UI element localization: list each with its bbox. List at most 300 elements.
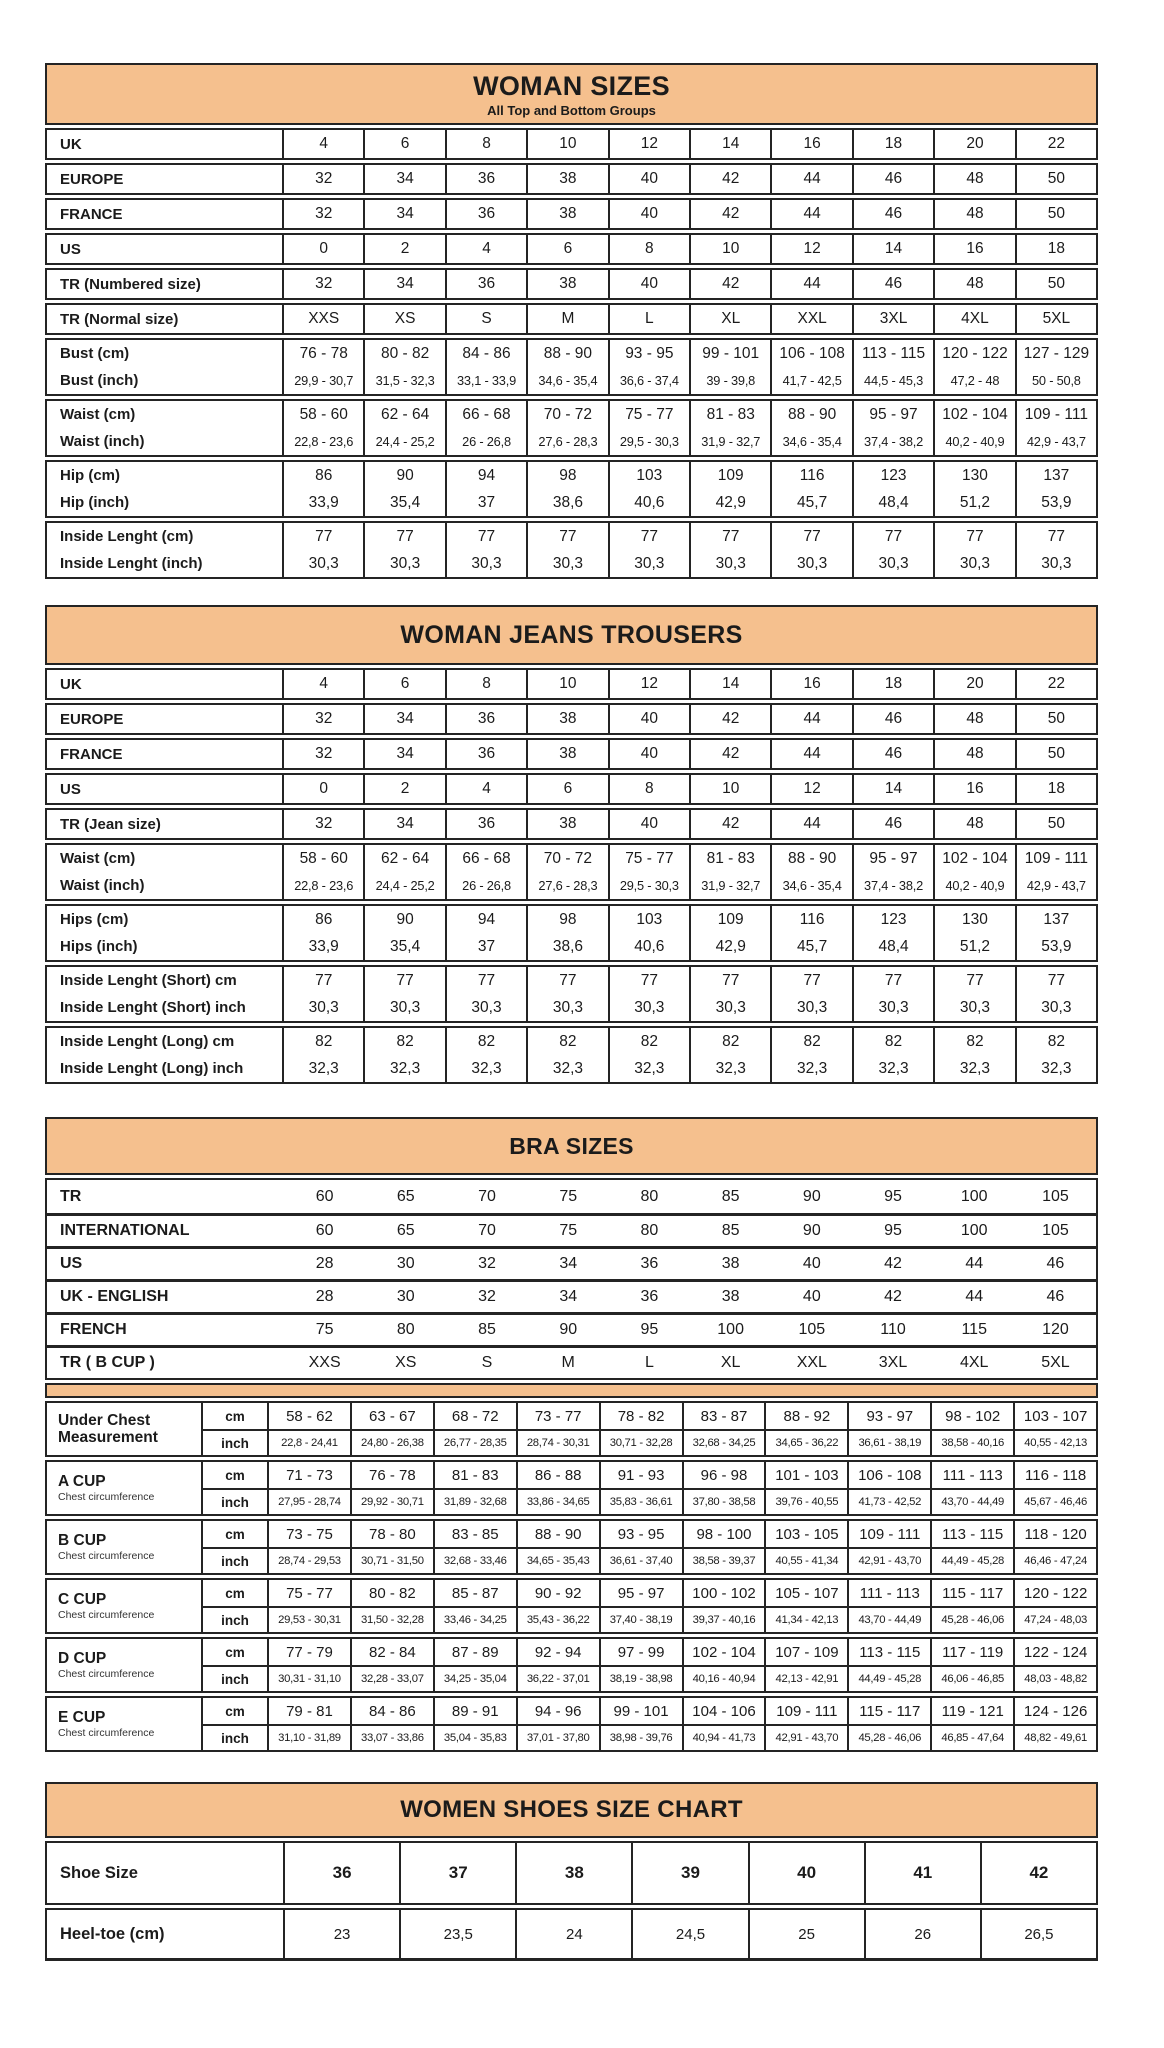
size-cell: 77: [933, 967, 1014, 994]
size-cell: 113 - 115: [847, 1639, 930, 1665]
table-row: [203, 1429, 1096, 1455]
size-cell: XXL: [770, 305, 851, 333]
size-cell: 86: [315, 910, 333, 928]
size-cell: 70 - 72: [526, 845, 607, 872]
size-cell: 107 - 109: [764, 1639, 847, 1665]
size-cell: 81 - 83: [689, 845, 770, 872]
size-cell: 46,06 - 46,85: [930, 1667, 1013, 1691]
size-cell: 78 - 82: [599, 1403, 682, 1429]
size-cell: 0: [319, 780, 329, 797]
size-cell: 90: [559, 1321, 578, 1338]
size-cell: 106 - 108: [770, 340, 851, 367]
row-label: Hip (inch): [47, 489, 284, 516]
size-cell: 31,9 - 32,7: [689, 872, 770, 899]
size-cell: 76 - 78: [350, 1462, 433, 1488]
cup-label: [47, 1639, 203, 1691]
size-cell: 39 - 39,8: [689, 367, 770, 394]
table-row: [47, 1910, 1096, 1958]
size-cell: 36: [640, 1255, 659, 1272]
size-cell: 14: [852, 775, 933, 803]
size-cell: 48: [933, 270, 1014, 298]
row-group: [45, 198, 1098, 230]
size-cell: 38: [526, 705, 607, 733]
size-cell: 30,3: [933, 994, 1014, 1021]
size-cell: 83 - 87: [682, 1403, 765, 1429]
size-cell: 40,16 - 40,94: [682, 1667, 765, 1691]
size-cell: 18: [1015, 235, 1096, 263]
table-row: [203, 1521, 1096, 1547]
table-body: [45, 668, 1098, 1084]
row-label: TR (Normal size): [47, 305, 284, 333]
size-cell: 127 - 129: [1015, 340, 1096, 367]
size-cell: 82: [933, 1028, 1014, 1055]
size-cell: 32,68 - 34,25: [682, 1431, 765, 1455]
table-row: [47, 305, 1096, 333]
size-cell: 41,7 - 42,5: [770, 367, 851, 394]
row-label: Waist (inch): [47, 872, 284, 899]
size-cell: 85: [478, 1321, 496, 1338]
bra-row: [47, 1345, 1096, 1378]
size-cell: 88 - 90: [770, 845, 851, 872]
size-cell: 58 - 62: [267, 1403, 350, 1429]
size-cell: 30,3: [689, 994, 770, 1021]
size-cell: 27,6 - 28,3: [526, 428, 607, 455]
size-cell: 44: [770, 270, 851, 298]
size-cell: 44: [770, 740, 851, 768]
size-cell: 42: [689, 810, 770, 838]
cup-body: [203, 1521, 1096, 1573]
woman-sizes-table: [45, 63, 1098, 579]
table-row: [203, 1547, 1096, 1573]
size-cell: 73 - 77: [516, 1403, 599, 1429]
size-cell: 31,9 - 32,7: [689, 428, 770, 455]
row-label: Hip (cm): [47, 462, 284, 489]
size-cell: 122 - 124: [1013, 1639, 1096, 1665]
size-cell: 75: [559, 1222, 578, 1239]
row-group: [45, 773, 1098, 805]
size-cell: 103 - 107: [1013, 1403, 1096, 1429]
table-row: [47, 1055, 1096, 1082]
size-cell: 33,07 - 33,86: [350, 1726, 433, 1750]
table-title: BRA SIZES: [509, 1132, 634, 1159]
row-label: FRENCH: [60, 1321, 127, 1338]
size-cell: 8: [445, 670, 526, 698]
row-label: Shoe Size: [47, 1843, 285, 1903]
size-cell: 27,95 - 28,74: [267, 1490, 350, 1514]
size-cell: 46,46 - 47,24: [1013, 1549, 1096, 1573]
size-cell: 25: [748, 1910, 864, 1958]
table-row: [47, 428, 1096, 455]
size-cell: 40,55 - 42,13: [1013, 1431, 1096, 1455]
size-cell: 29,53 - 30,31: [267, 1608, 350, 1632]
cup-name: C CUP: [58, 1590, 107, 1608]
size-cell: 53,9: [1015, 489, 1096, 516]
size-cell: 42: [689, 270, 770, 298]
row-label: INTERNATIONAL: [60, 1222, 190, 1239]
table-row: [47, 523, 1096, 550]
size-cell: 103 - 105: [764, 1521, 847, 1547]
cup-name: D CUP: [58, 1649, 107, 1667]
size-cell: 90: [363, 462, 444, 489]
size-cell: 80: [640, 1187, 659, 1205]
size-cell: 32: [478, 1255, 496, 1272]
size-cell: 116 - 118: [1013, 1462, 1096, 1488]
cup-name: B CUP: [58, 1531, 107, 1549]
size-cell: 30: [396, 1288, 415, 1305]
size-cell: 31,10 - 31,89: [267, 1726, 350, 1750]
size-cell: 77: [363, 523, 444, 550]
row-label: EUROPE: [47, 705, 284, 733]
size-cell: 12: [770, 775, 851, 803]
size-cell: 75: [315, 1321, 334, 1338]
size-cell: 22: [1015, 670, 1096, 698]
table-subtitle: All Top and Bottom Groups: [487, 102, 656, 118]
size-cell: 86 - 88: [516, 1462, 599, 1488]
table-row: [203, 1698, 1096, 1724]
size-cell: 3XL: [852, 305, 933, 333]
cup-group: [45, 1519, 1098, 1575]
size-cell: 4XL: [959, 1354, 989, 1371]
size-cell: 40: [802, 1255, 821, 1272]
size-cell: 77: [689, 967, 770, 994]
size-cell: 16: [770, 130, 851, 158]
table-row: [47, 270, 1096, 298]
table-header: [45, 605, 1098, 665]
size-cell: 36: [445, 705, 526, 733]
size-cell: 29,5 - 30,3: [608, 428, 689, 455]
size-cell: 32: [478, 1288, 496, 1305]
size-cell: 88 - 90: [526, 340, 607, 367]
size-cell: 32,3: [526, 1055, 607, 1082]
size-cell: 22,8 - 24,41: [267, 1431, 350, 1455]
size-cell: 30,3: [608, 994, 689, 1021]
size-cell: 80 - 82: [363, 340, 444, 367]
size-cell: 45,67 - 46,46: [1013, 1490, 1096, 1514]
size-cell: 26 - 26,8: [445, 872, 526, 899]
size-cell: 30,3: [526, 994, 607, 1021]
size-cell: 102 - 104: [933, 401, 1014, 428]
row-label: TR: [60, 1187, 82, 1205]
row-group: [45, 521, 1098, 579]
row-label: Hips (cm): [47, 906, 284, 933]
size-cell: 105: [798, 1321, 826, 1338]
table-row: [47, 810, 1096, 838]
table-row: [47, 845, 1096, 872]
size-cell: 82: [1015, 1028, 1096, 1055]
unit-label: inch: [221, 1435, 249, 1451]
size-cell: 38,19 - 38,98: [599, 1667, 682, 1691]
cup-name: A CUP: [58, 1472, 106, 1490]
size-cell: 42: [689, 740, 770, 768]
size-cell: 36,22 - 37,01: [516, 1667, 599, 1691]
row-group: [45, 1908, 1098, 1961]
size-cell: 87 - 89: [433, 1639, 516, 1665]
size-cell: 10: [689, 235, 770, 263]
size-cell: 51,2: [933, 489, 1014, 516]
size-cell: 34: [363, 165, 444, 193]
size-cell: 58 - 60: [299, 405, 348, 423]
size-cell: L: [608, 305, 689, 333]
row-label: FRANCE: [47, 740, 284, 768]
size-cell: 95 - 97: [852, 845, 933, 872]
table-header: [45, 1782, 1098, 1838]
cup-body: [203, 1639, 1096, 1691]
size-cell: 50: [1015, 270, 1096, 298]
size-cell: 48: [933, 200, 1014, 228]
size-cell: 46: [852, 810, 933, 838]
size-cell: 6: [526, 235, 607, 263]
size-cell: S: [445, 305, 526, 333]
size-cell: 77: [526, 967, 607, 994]
size-cell: 105: [1042, 1222, 1069, 1239]
size-cell: 85: [721, 1187, 740, 1205]
size-cell: 77 - 79: [267, 1639, 350, 1665]
size-cell: XS: [395, 1354, 417, 1371]
size-cell: 44: [965, 1288, 984, 1305]
table-body: [45, 1841, 1098, 1961]
size-cell: 40,55 - 41,34: [764, 1549, 847, 1573]
size-cell: 32: [315, 815, 333, 832]
row-group: [45, 460, 1098, 518]
table-row: [47, 489, 1096, 516]
size-cell: 85 - 87: [433, 1580, 516, 1606]
size-cell: 29,9 - 30,7: [294, 373, 354, 388]
size-cell: 20: [933, 670, 1014, 698]
size-cell: 77: [445, 523, 526, 550]
size-cell: 106 - 108: [847, 1462, 930, 1488]
size-cell: 38,58 - 40,16: [930, 1431, 1013, 1455]
cup-subtitle: Chest circumference: [58, 1609, 155, 1622]
size-cell: 42: [689, 165, 770, 193]
size-cell: 36: [640, 1288, 659, 1305]
woman-jeans-table: [45, 605, 1098, 1084]
row-label: Inside Lenght (Long) inch: [47, 1055, 284, 1082]
size-cell: 6: [526, 775, 607, 803]
bra-conversion-rows: [45, 1178, 1098, 1380]
size-cell: 82: [852, 1028, 933, 1055]
table-row: [47, 235, 1096, 263]
size-cell: 44: [965, 1255, 984, 1272]
size-cell: 120 - 122: [1013, 1580, 1096, 1606]
row-label: TR (Jean size): [47, 810, 284, 838]
bra-row: [47, 1246, 1096, 1279]
row-label: UK - ENGLISH: [60, 1288, 169, 1305]
row-group: [45, 128, 1098, 160]
size-cell: 82: [608, 1028, 689, 1055]
size-cell: 111 - 113: [847, 1580, 930, 1606]
size-cell: 62 - 64: [363, 401, 444, 428]
size-cell: 6: [363, 130, 444, 158]
size-cell: 109 - 111: [847, 1521, 930, 1547]
size-cell: 34: [363, 740, 444, 768]
cup-label: [47, 1462, 203, 1514]
size-cell: 37,80 - 38,58: [682, 1490, 765, 1514]
table-row: [47, 775, 1096, 803]
size-cell: 82: [689, 1028, 770, 1055]
size-cell: 34: [559, 1288, 578, 1305]
size-cell: 105 - 107: [764, 1580, 847, 1606]
size-cell: 78 - 80: [350, 1521, 433, 1547]
size-cell: 30,3: [770, 550, 851, 577]
size-cell: 104 - 106: [682, 1698, 765, 1724]
table-row: [47, 670, 1096, 698]
size-cell: 75 - 77: [608, 845, 689, 872]
unit-label: cm: [225, 1467, 245, 1483]
bra-cup-grid: [45, 1401, 1098, 1752]
size-cell: 95 - 97: [599, 1580, 682, 1606]
size-cell: 46,85 - 47,64: [930, 1726, 1013, 1750]
size-cell: 42: [689, 200, 770, 228]
size-cell: 45,28 - 46,06: [847, 1726, 930, 1750]
table-row: [47, 1843, 1096, 1903]
size-cell: 22: [1015, 130, 1096, 158]
cup-label: [47, 1403, 203, 1455]
size-cell: 40,2 - 40,9: [933, 872, 1014, 899]
size-cell: 70: [478, 1187, 496, 1205]
size-cell: 30,31 - 31,10: [267, 1667, 350, 1691]
row-label: Waist (inch): [47, 428, 284, 455]
size-cell: 30,3: [363, 994, 444, 1021]
cup-group: [45, 1696, 1098, 1752]
size-cell: 48: [933, 810, 1014, 838]
size-cell: 99 - 101: [599, 1698, 682, 1724]
size-cell: 3XL: [878, 1354, 908, 1371]
size-cell: 38: [721, 1255, 740, 1272]
size-cell: 8: [608, 775, 689, 803]
size-cell: 34: [363, 810, 444, 838]
bra-row: [47, 1312, 1096, 1345]
size-cell: 32: [315, 170, 333, 187]
table-body: [45, 128, 1098, 579]
size-cell: 80: [396, 1321, 415, 1338]
size-cell: 39,76 - 40,55: [764, 1490, 847, 1514]
size-cell: 42,91 - 43,70: [764, 1726, 847, 1750]
table-row: [47, 872, 1096, 899]
size-cell: 90: [802, 1222, 821, 1239]
size-cell: 84 - 86: [350, 1698, 433, 1724]
size-cell: 33,1 - 33,9: [445, 367, 526, 394]
size-cell: 45,28 - 46,06: [930, 1608, 1013, 1632]
size-cell: 40,6: [608, 933, 689, 960]
size-cell: 46: [852, 200, 933, 228]
size-cell: 50: [1015, 810, 1096, 838]
row-group: [45, 1841, 1098, 1905]
size-cell: 24,5: [631, 1910, 747, 1958]
size-cell: 42,13 - 42,91: [764, 1667, 847, 1691]
size-cell: 30,3: [933, 550, 1014, 577]
size-cell: 94 - 96: [516, 1698, 599, 1724]
row-label: Hips (inch): [47, 933, 284, 960]
size-cell: 48: [933, 740, 1014, 768]
size-cell: 43,70 - 44,49: [847, 1608, 930, 1632]
size-cell: 124 - 126: [1013, 1698, 1096, 1724]
size-cell: 29,5 - 30,3: [608, 872, 689, 899]
size-cell: 35,4: [363, 933, 444, 960]
size-cell: 77: [852, 967, 933, 994]
size-cell: 14: [689, 670, 770, 698]
row-group: [45, 399, 1098, 457]
size-cell: 91 - 93: [599, 1462, 682, 1488]
size-cell: 30,3: [445, 550, 526, 577]
size-cell: 18: [852, 670, 933, 698]
size-cell: 36,61 - 37,40: [599, 1549, 682, 1573]
size-cell: 34,65 - 36,22: [764, 1431, 847, 1455]
size-cell: 32,3: [1015, 1055, 1096, 1082]
size-cell: 20: [933, 130, 1014, 158]
size-cell: 30,71 - 32,28: [599, 1431, 682, 1455]
size-cell: 44: [770, 705, 851, 733]
row-label: US: [47, 235, 284, 263]
size-cell: 35,04 - 35,83: [433, 1726, 516, 1750]
unit-label: inch: [221, 1494, 249, 1510]
size-cell: 40: [748, 1843, 864, 1903]
row-group: [45, 233, 1098, 265]
size-cell: 34: [363, 270, 444, 298]
size-cell: 38,98 - 39,76: [599, 1726, 682, 1750]
size-cell: 46: [852, 740, 933, 768]
size-cell: 89 - 91: [433, 1698, 516, 1724]
size-cell: 97 - 99: [599, 1639, 682, 1665]
size-cell: 101 - 103: [764, 1462, 847, 1488]
size-cell: 26,5: [980, 1910, 1096, 1958]
size-cell: 111 - 113: [930, 1462, 1013, 1488]
size-cell: 50: [1015, 740, 1096, 768]
size-cell: 130: [933, 906, 1014, 933]
size-cell: 77: [770, 523, 851, 550]
size-cell: 32,3: [770, 1055, 851, 1082]
size-cell: 47,2 - 48: [933, 367, 1014, 394]
size-cell: 95 - 97: [852, 401, 933, 428]
row-label: Bust (inch): [47, 367, 284, 394]
size-cell: 62 - 64: [363, 845, 444, 872]
table-title: WOMAN SIZES: [473, 70, 670, 101]
size-cell: 75 - 77: [608, 401, 689, 428]
bra-row: [47, 1279, 1096, 1312]
size-cell: 38,6: [526, 933, 607, 960]
size-cell: 40: [608, 270, 689, 298]
size-cell: 109: [689, 906, 770, 933]
size-cell: 123: [852, 462, 933, 489]
size-cell: 93 - 95: [608, 340, 689, 367]
size-cell: 82 - 84: [350, 1639, 433, 1665]
size-cell: S: [481, 1354, 493, 1371]
size-cell: 46: [1046, 1288, 1065, 1305]
size-cell: 96 - 98: [682, 1462, 765, 1488]
row-label: Bust (cm): [47, 340, 284, 367]
size-cell: 82: [363, 1028, 444, 1055]
row-group: [45, 303, 1098, 335]
size-cell: 48,82 - 49,61: [1013, 1726, 1096, 1750]
size-cell: 113 - 115: [930, 1521, 1013, 1547]
unit-label: inch: [221, 1553, 249, 1569]
size-cell: 30: [396, 1255, 415, 1272]
size-cell: 41,73 - 42,52: [847, 1490, 930, 1514]
size-cell: 130: [933, 462, 1014, 489]
size-cell: 5XL: [1015, 305, 1096, 333]
size-cell: 28: [315, 1255, 334, 1272]
size-cell: 34,6 - 35,4: [770, 428, 851, 455]
cup-group: [45, 1460, 1098, 1516]
row-group: [45, 163, 1098, 195]
size-cell: 53,9: [1015, 933, 1096, 960]
table-row: [203, 1580, 1096, 1606]
size-cell: 116: [770, 906, 851, 933]
size-cell: 77: [363, 967, 444, 994]
size-cell: 48,4: [852, 933, 933, 960]
size-cell: 77: [933, 523, 1014, 550]
cup-label: [47, 1580, 203, 1632]
size-cell: 98 - 102: [930, 1403, 1013, 1429]
